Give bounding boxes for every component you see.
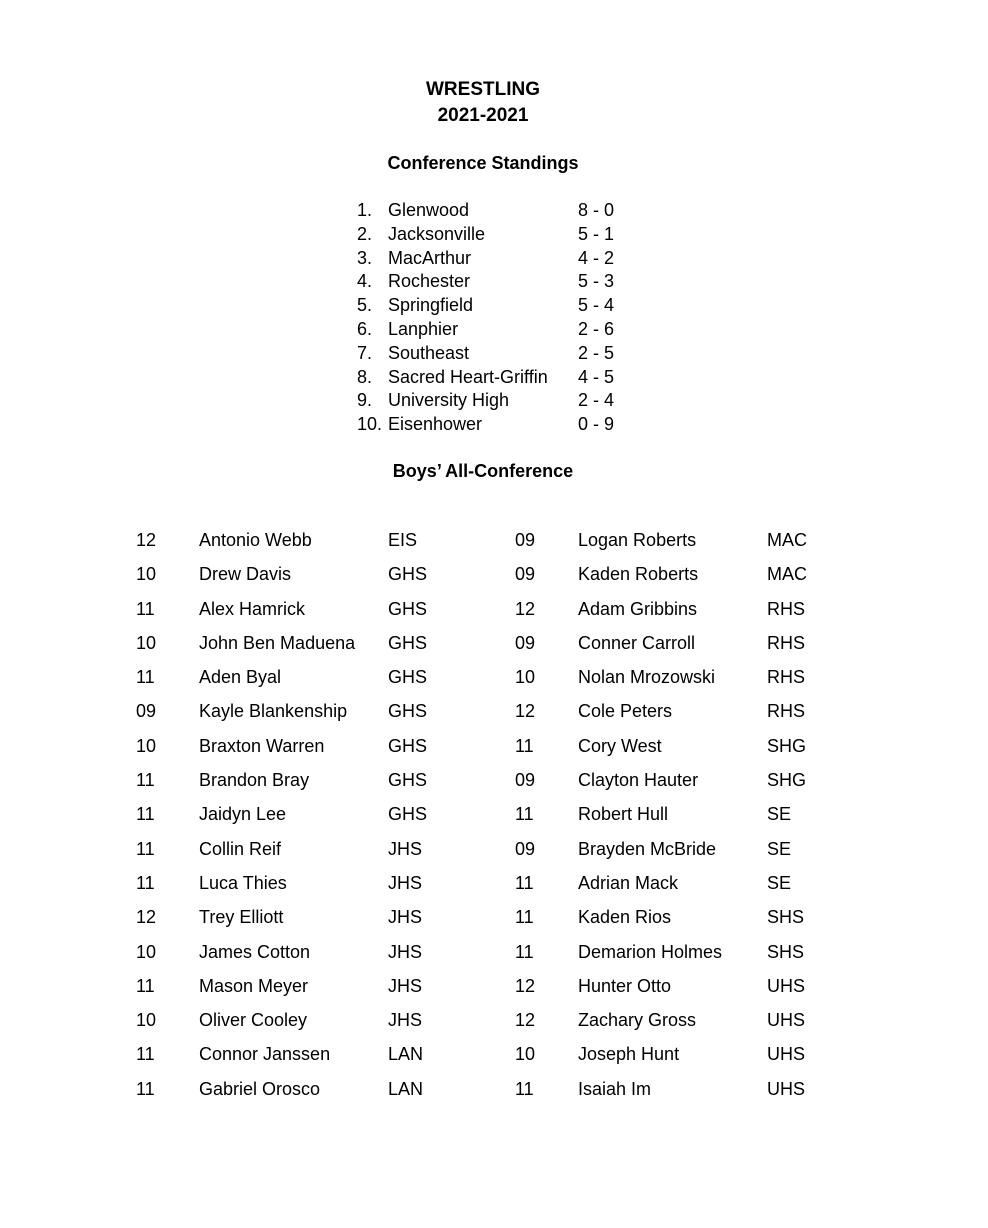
player-school: JHS bbox=[388, 838, 423, 859]
player-grade: 11 bbox=[136, 975, 155, 996]
player-name: Kaden Roberts bbox=[578, 564, 699, 585]
player-grade: 12 bbox=[136, 907, 157, 928]
player-name: Demarion Holmes bbox=[578, 941, 723, 962]
standings-team: Jacksonville bbox=[388, 223, 486, 244]
roster-row bbox=[136, 767, 476, 801]
player-name: Brandon Bray bbox=[199, 770, 310, 791]
standings-team: Springfield bbox=[388, 295, 474, 316]
standings-team: University High bbox=[388, 390, 510, 411]
player-name: Cole Peters bbox=[578, 701, 673, 722]
standings-row bbox=[357, 223, 637, 247]
player-grade: 10 bbox=[136, 735, 157, 756]
player-grade: 10 bbox=[515, 1044, 536, 1065]
standings-row bbox=[357, 389, 637, 413]
roster-row bbox=[515, 767, 855, 801]
player-grade: 11 bbox=[515, 804, 534, 825]
roster-row bbox=[515, 596, 855, 630]
standings-record: 2 - 6 bbox=[578, 318, 615, 339]
player-school: GHS bbox=[388, 667, 428, 688]
roster-row bbox=[136, 904, 476, 938]
player-grade: 10 bbox=[136, 632, 157, 653]
player-name: Mason Meyer bbox=[199, 975, 309, 996]
player-grade: 09 bbox=[515, 564, 536, 585]
player-name: Braxton Warren bbox=[199, 735, 325, 756]
standings-record: 4 - 2 bbox=[578, 247, 615, 268]
standings-rank: 10. bbox=[357, 414, 383, 435]
player-name: Luca Thies bbox=[199, 872, 287, 893]
roster-row bbox=[515, 1076, 855, 1110]
roster-row bbox=[136, 596, 476, 630]
roster-row bbox=[136, 939, 476, 973]
roster-row bbox=[515, 733, 855, 767]
roster-row bbox=[136, 973, 476, 1007]
roster-right-column bbox=[515, 527, 855, 1110]
player-grade: 09 bbox=[515, 838, 536, 859]
player-name: Kaden Rios bbox=[578, 907, 672, 928]
player-grade: 11 bbox=[515, 941, 534, 962]
roster-row bbox=[515, 630, 855, 664]
player-name: Antonio Webb bbox=[199, 530, 312, 550]
player-grade: 12 bbox=[515, 701, 536, 722]
player-school: SHS bbox=[767, 941, 805, 962]
roster-row bbox=[515, 1041, 855, 1075]
standings-rank: 4. bbox=[357, 271, 373, 292]
roster-row bbox=[136, 664, 476, 698]
player-name: Robert Hull bbox=[578, 804, 669, 825]
roster-row bbox=[515, 836, 855, 870]
roster-row bbox=[136, 836, 476, 870]
player-school: UHS bbox=[767, 1044, 806, 1065]
player-school: SHG bbox=[767, 770, 807, 791]
roster-left-column bbox=[136, 527, 476, 1110]
standings-record: 8 - 0 bbox=[578, 200, 615, 220]
standings-rank: 1. bbox=[357, 200, 373, 220]
player-name: Isaiah Im bbox=[578, 1078, 652, 1099]
standings-row bbox=[357, 199, 637, 223]
roster-row bbox=[136, 527, 476, 561]
player-grade: 12 bbox=[136, 530, 157, 550]
player-grade: 11 bbox=[515, 907, 534, 928]
player-name: Gabriel Orosco bbox=[199, 1078, 321, 1099]
player-grade: 10 bbox=[136, 1010, 157, 1031]
player-name: Joseph Hunt bbox=[578, 1044, 680, 1065]
standings-team: Southeast bbox=[388, 342, 470, 363]
player-school: GHS bbox=[388, 564, 428, 585]
player-name: John Ben Maduena bbox=[199, 632, 356, 653]
player-grade: 11 bbox=[136, 770, 155, 791]
standings-row bbox=[357, 294, 637, 318]
roster-row bbox=[515, 698, 855, 732]
standings-team: MacArthur bbox=[388, 247, 472, 268]
player-school: MAC bbox=[767, 530, 807, 550]
roster-row bbox=[136, 1076, 476, 1110]
player-name: Cory West bbox=[578, 735, 662, 756]
standings-rank: 3. bbox=[357, 247, 373, 268]
roster-row bbox=[136, 698, 476, 732]
player-school: GHS bbox=[388, 735, 428, 756]
roster-row bbox=[515, 561, 855, 595]
standings-record: 4 - 5 bbox=[578, 366, 615, 387]
player-school: RHS bbox=[767, 632, 806, 653]
player-grade: 11 bbox=[136, 872, 155, 893]
standings-rank: 6. bbox=[357, 318, 373, 339]
player-school: LAN bbox=[388, 1044, 424, 1065]
player-school: SE bbox=[767, 838, 792, 859]
roster-row bbox=[515, 1007, 855, 1041]
player-school: JHS bbox=[388, 907, 423, 928]
player-school: GHS bbox=[388, 701, 428, 722]
all-conference-heading: Boys’ All-Conference bbox=[392, 461, 574, 481]
player-school: JHS bbox=[388, 872, 423, 893]
player-grade: 10 bbox=[136, 564, 157, 585]
player-school: GHS bbox=[388, 770, 428, 791]
standings-row bbox=[357, 342, 637, 366]
player-school: JHS bbox=[388, 941, 423, 962]
standings-record: 5 - 3 bbox=[578, 271, 615, 292]
roster-row bbox=[136, 1007, 476, 1041]
player-school: SE bbox=[767, 872, 792, 893]
player-school: LAN bbox=[388, 1078, 424, 1099]
standings-row bbox=[357, 366, 637, 390]
standings-row bbox=[357, 270, 637, 294]
player-grade: 12 bbox=[515, 598, 536, 619]
standings-rank: 2. bbox=[357, 223, 373, 244]
standings-rank: 8. bbox=[357, 366, 373, 387]
player-name: Clayton Hauter bbox=[578, 770, 699, 791]
roster-row bbox=[136, 801, 476, 835]
player-name: Kayle Blankenship bbox=[199, 701, 348, 722]
standings-record: 2 - 5 bbox=[578, 342, 615, 363]
standings-team: Rochester bbox=[388, 271, 471, 292]
standings-record: 5 - 1 bbox=[578, 223, 615, 244]
player-name: Trey Elliott bbox=[199, 907, 284, 928]
standings-team: Lanphier bbox=[388, 318, 459, 339]
player-name: James Cotton bbox=[199, 941, 311, 962]
standings-team: Glenwood bbox=[388, 200, 470, 220]
standings-list bbox=[357, 199, 637, 437]
player-grade: 09 bbox=[136, 701, 157, 722]
standings-row bbox=[357, 413, 637, 437]
player-school: MAC bbox=[767, 564, 807, 585]
player-school: RHS bbox=[767, 667, 806, 688]
standings-row bbox=[357, 318, 637, 342]
player-school: JHS bbox=[388, 1010, 423, 1031]
roster-row bbox=[515, 973, 855, 1007]
player-name: Adrian Mack bbox=[578, 872, 679, 893]
standings-rank: 5. bbox=[357, 295, 373, 316]
roster-row bbox=[515, 904, 855, 938]
roster-row bbox=[136, 630, 476, 664]
player-school: SHG bbox=[767, 735, 807, 756]
player-school: UHS bbox=[767, 1010, 806, 1031]
standings-record: 0 - 9 bbox=[578, 414, 615, 435]
player-name: Jaidyn Lee bbox=[199, 804, 287, 825]
player-name: Zachary Gross bbox=[578, 1010, 697, 1031]
roster-row bbox=[515, 664, 855, 698]
player-grade: 11 bbox=[136, 1078, 155, 1099]
season-label: 2021-2021 bbox=[437, 105, 529, 126]
player-grade: 11 bbox=[136, 667, 155, 688]
standings-heading: Conference Standings bbox=[387, 153, 579, 173]
player-grade: 11 bbox=[515, 872, 534, 893]
roster-row bbox=[515, 527, 855, 561]
standings-team: Sacred Heart-Griffin bbox=[388, 366, 548, 387]
player-school: SE bbox=[767, 804, 792, 825]
player-grade: 09 bbox=[515, 530, 536, 550]
player-school: GHS bbox=[388, 598, 428, 619]
roster-row bbox=[136, 1041, 476, 1075]
player-name: Logan Roberts bbox=[578, 530, 697, 550]
player-grade: 10 bbox=[515, 667, 536, 688]
standings-record: 5 - 4 bbox=[578, 295, 615, 316]
player-grade: 11 bbox=[515, 1078, 534, 1099]
player-school: SHS bbox=[767, 907, 805, 928]
player-grade: 11 bbox=[515, 735, 534, 756]
roster-row bbox=[136, 733, 476, 767]
standings-team: Eisenhower bbox=[388, 414, 483, 435]
player-grade: 11 bbox=[136, 804, 155, 825]
player-school: GHS bbox=[388, 804, 428, 825]
player-name: Alex Hamrick bbox=[199, 598, 306, 619]
player-name: Adam Gribbins bbox=[578, 598, 698, 619]
player-grade: 09 bbox=[515, 770, 536, 791]
player-name: Connor Janssen bbox=[199, 1044, 331, 1065]
player-grade: 09 bbox=[515, 632, 536, 653]
document-title: WRESTLING bbox=[426, 79, 540, 100]
player-grade: 12 bbox=[515, 975, 536, 996]
player-name: Conner Carroll bbox=[578, 632, 696, 653]
roster-row bbox=[515, 801, 855, 835]
player-grade: 10 bbox=[136, 941, 157, 962]
player-grade: 11 bbox=[136, 838, 155, 859]
player-grade: 11 bbox=[136, 1044, 155, 1065]
standings-rank: 7. bbox=[357, 342, 373, 363]
roster-row bbox=[515, 870, 855, 904]
player-name: Nolan Mrozowski bbox=[578, 667, 716, 688]
player-name: Hunter Otto bbox=[578, 975, 672, 996]
player-school: GHS bbox=[388, 632, 428, 653]
player-name: Brayden McBride bbox=[578, 838, 717, 859]
player-school: JHS bbox=[388, 975, 423, 996]
player-name: Drew Davis bbox=[199, 564, 292, 585]
player-school: RHS bbox=[767, 598, 806, 619]
player-name: Oliver Cooley bbox=[199, 1010, 308, 1031]
roster-row bbox=[136, 870, 476, 904]
player-school: UHS bbox=[767, 975, 806, 996]
player-name: Aden Byal bbox=[199, 667, 282, 688]
player-school: EIS bbox=[388, 530, 418, 550]
standings-record: 2 - 4 bbox=[578, 390, 615, 411]
player-grade: 11 bbox=[136, 598, 155, 619]
player-school: RHS bbox=[767, 701, 806, 722]
roster-row bbox=[136, 561, 476, 595]
roster-row bbox=[515, 939, 855, 973]
player-school: UHS bbox=[767, 1078, 806, 1099]
player-name: Collin Reif bbox=[199, 838, 282, 859]
standings-rank: 9. bbox=[357, 390, 373, 411]
player-grade: 12 bbox=[515, 1010, 536, 1031]
standings-row bbox=[357, 247, 637, 271]
